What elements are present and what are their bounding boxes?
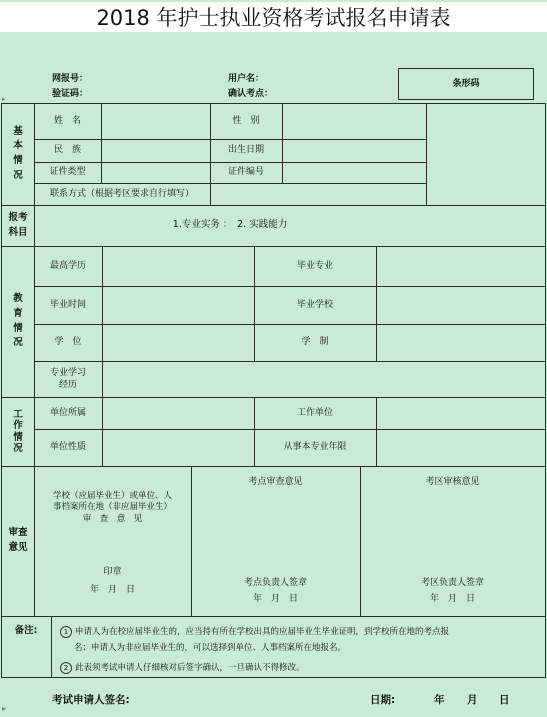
number-one-icon: 1 (60, 626, 72, 638)
line-remark-bottom (1, 677, 546, 678)
work-years-label: 从事本专业年限 (283, 442, 347, 453)
line-b-v1 (101, 103, 102, 183)
section-subject: 报考 科目 (8, 211, 28, 238)
school-review-date: 年 月 日 (89, 584, 135, 595)
line-w-v1 (102, 397, 103, 466)
work-unit-label: 工作单位 (296, 407, 333, 418)
section-education: 教 育 情 况 (13, 293, 23, 349)
border-right (545, 103, 546, 678)
number-two-icon: 2 (60, 662, 72, 674)
date-day-label: 日 (499, 694, 510, 706)
net-number-label: 网报号： (52, 74, 89, 84)
remarks-label: 备注: (14, 624, 38, 636)
barcode-label: 条形码 (452, 78, 480, 89)
line-e-v1 (102, 246, 103, 397)
major-label: 毕业专业 (296, 260, 333, 271)
line-rm-v1 (51, 616, 52, 677)
study-history-label: 专业学习 经历 (49, 367, 86, 390)
signature-date-label: 日期: (370, 694, 396, 706)
area-sign-label: 考区负责人签章 (420, 577, 484, 588)
highest-education-label: 最高学历 (49, 260, 86, 271)
graduation-time-label: 毕业时间 (49, 299, 86, 310)
section-work: 工 作 情 况 (13, 408, 23, 454)
unit-nature-label: 单位性质 (49, 442, 86, 453)
degree-label: 学 位 (54, 337, 82, 348)
section-basic: 基 本 情 况 (13, 125, 23, 181)
exam-site-label: 确认考点： (228, 89, 274, 99)
site-opinion-title: 考点审查意见 (248, 476, 303, 487)
id-number-label: 证件编号 (227, 167, 264, 178)
line-e-v3 (376, 246, 377, 361)
unit-affiliation-label: 单位所属 (49, 407, 86, 418)
line-b-v3 (282, 103, 283, 183)
contact-label: 联系方式（根据考区要求自行填写） (49, 188, 194, 199)
site-sign-label: 考点负责人签章 (243, 577, 307, 588)
applicant-signature-label: 考试申请人签名: (52, 694, 130, 706)
name-label: 姓 名 (53, 115, 81, 126)
seal-label: 印章 (103, 566, 122, 577)
area-sign-date: 年 月 日 (429, 593, 475, 604)
area-opinion-title: 考区审核意见 (425, 476, 480, 487)
photo-col-divider (426, 103, 427, 205)
site-sign-date: 年 月 日 (252, 593, 298, 604)
row-marker-icon: ▸ (2, 95, 6, 103)
verify-code-label: 验证码： (52, 89, 89, 99)
remarks-text: 1 申请人为在校应届毕业生的，应当持有所在学校出具的应届毕业生毕业证明，到学校所在地的考点报 名；申请人为非应届毕业生的，可以选择到单位、人事档案所在地报名。 2 此表须考试申请人仔细核对后签字确认，一旦确认不得修改。 (60, 624, 542, 676)
subject-text: 1.专业实务 ： 2. 实践能力 (172, 219, 288, 231)
line-remark-top (1, 616, 546, 617)
birth-date-label: 出生日期 (227, 145, 264, 156)
username-label: 用户名： (228, 74, 265, 84)
date-year-label: 年 (434, 694, 445, 706)
school-review-title: 学校（应届毕业生）或单位、人 事档案所在地（非应届毕业生） 审 查 意 见 (52, 490, 172, 524)
line-review-top (1, 466, 546, 467)
school-label: 毕业学校 (296, 299, 333, 310)
gender-label: 性 别 (232, 115, 260, 126)
row-marker-bottom-icon: ▸ (2, 704, 7, 713)
ethnicity-label: 民 族 (53, 145, 81, 156)
page-title: 2018 年护士执业资格考试报名申请表 (0, 2, 547, 32)
title-spacer (0, 32, 547, 68)
study-system-label: 学 制 (301, 337, 329, 348)
line-w-v3 (376, 397, 377, 466)
id-type-label: 证件类型 (49, 167, 86, 178)
date-month-label: 月 (467, 694, 478, 706)
section-review: 审查 意见 (8, 527, 28, 553)
line-e3 (34, 361, 545, 362)
